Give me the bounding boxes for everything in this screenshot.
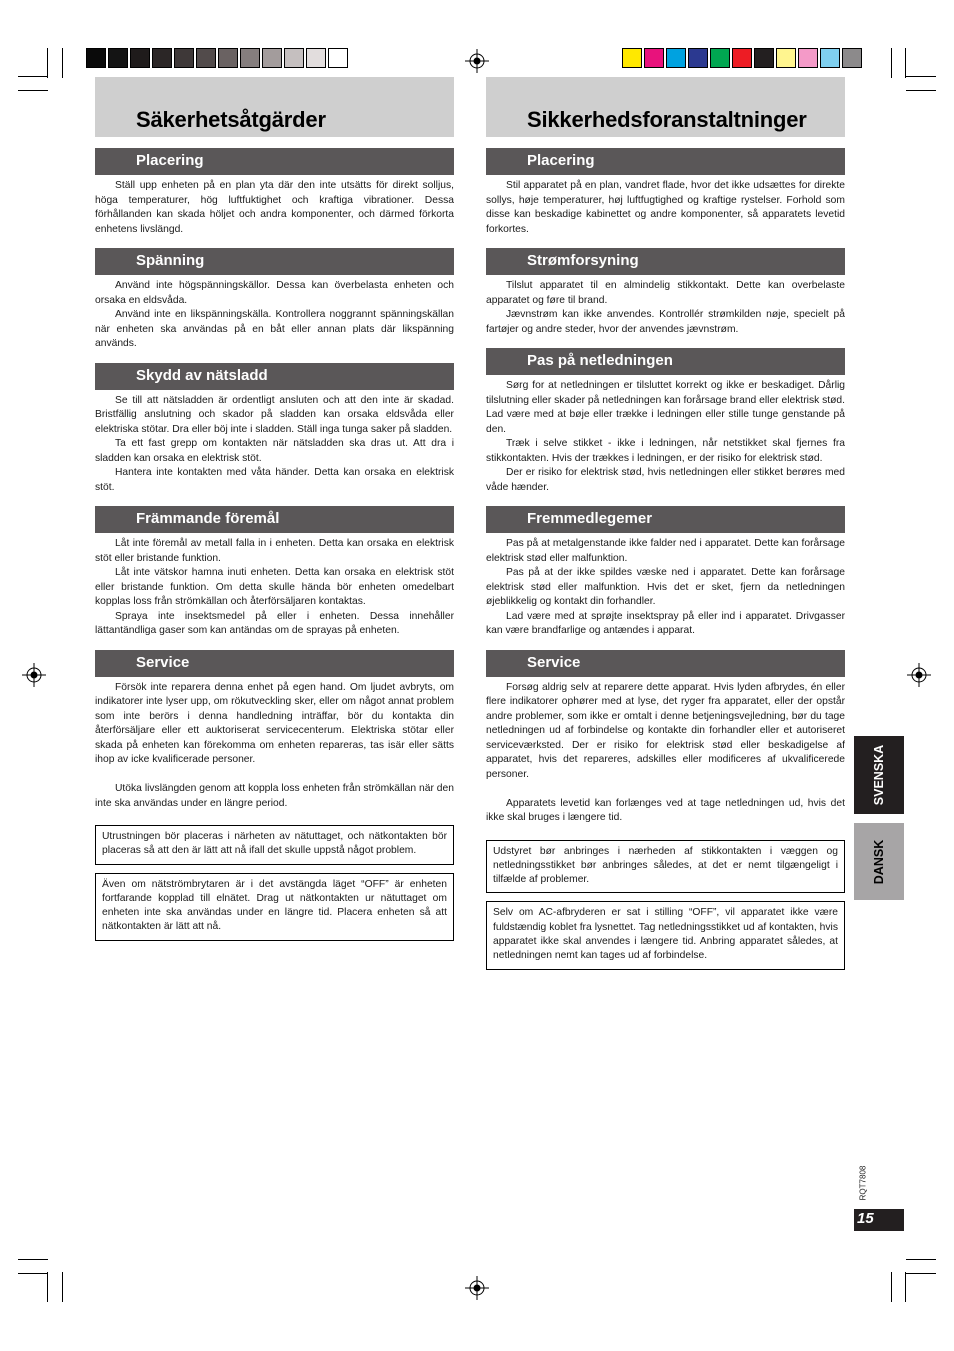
section-heading: Pas på netledningen	[527, 352, 673, 369]
color-swatch	[644, 48, 664, 68]
color-swatch	[196, 48, 216, 68]
paragraph: Jævnstrøm kan ikke anvendes. Kontrollér strømkilden nøje, specielt på fartøjer og andre steder, hvor der anvendes jævnstrøm.	[486, 309, 845, 335]
color-swatch	[284, 48, 304, 68]
process-color-bar	[622, 48, 864, 68]
section	[95, 363, 454, 496]
language-tab-label: SVENSKA	[872, 744, 886, 806]
paragraph: Træk i selve stikket - ikke i ledningen, når netstikket skal fjernes fra stikkontakten. Hvis der trækkes i ledningen, er der risiko for elektrisk stød.	[486, 438, 845, 464]
swedish-sections	[95, 148, 454, 811]
paragraph: Pas på at der ikke spildes væske ned i apparatet. Dette kan forårsage elektrisk stød eller malfunktion. Hvis det er sket, fjern da netledningen øjeblikkelig og kontakt din forhandler.	[486, 567, 845, 607]
color-swatch	[130, 48, 150, 68]
note-box: Även om nätströmbrytaren är i det avstängda läget “OFF” är enheten fortfarande kopplad till elnätet. Drag ut nätkontakten ur nätuttaget om enheten inte ska användas under en längre tid. Placera enheten så att nätkontakten är lätt att nå.	[95, 873, 454, 941]
section-body	[486, 279, 845, 337]
section-body	[486, 537, 845, 639]
section-heading: Spänning	[136, 252, 205, 269]
section	[95, 148, 454, 237]
danish-column	[486, 77, 845, 970]
page-title: Sikkerhedsforanstaltninger	[527, 107, 807, 132]
color-swatch	[688, 48, 708, 68]
paragraph: Stil apparatet på en plan, vandret flade, hvor det ikke udsættes for direkte sollys, høje temperaturer, høj luftfugtighed og kraftige rystelser. Forhold som disse kan beskadige kabinettet og andre komponenter, så apparatets levetid forkortes.	[486, 180, 845, 235]
language-tab-dansk	[854, 823, 904, 900]
swedish-column	[95, 77, 454, 941]
document-code	[853, 1163, 873, 1203]
color-swatch	[174, 48, 194, 68]
paragraph: Se till att nätsladden är ordentligt ansluten och att den inte är skadad. Bristfällig anslutning och skador på sladden kan orsaka eldsvåda eller elektriska stötar. Dra eller böj inte i sladden. Ställ inga tunga saker på sladden.	[95, 394, 454, 435]
section-body	[95, 279, 454, 352]
section-body	[95, 537, 454, 639]
page-title: Säkerhetsåtgärder	[136, 107, 326, 132]
paragraph: Lad være med at sprøjte insektspray på eller ind i apparatet. Drivgasser kan være brandfarlige og antændes i apparat.	[486, 610, 845, 636]
section-header	[486, 650, 845, 677]
section-heading: Strømforsyning	[527, 252, 639, 269]
page-number: 15	[857, 1210, 874, 1227]
color-swatch	[108, 48, 128, 68]
section-header	[95, 363, 454, 390]
color-swatch	[328, 48, 348, 68]
color-swatch	[776, 48, 796, 68]
section-body	[95, 179, 454, 237]
color-swatch	[798, 48, 818, 68]
section-heading: Service	[527, 653, 581, 671]
page-number-box	[854, 1209, 904, 1231]
registration-mark-right	[907, 663, 931, 687]
color-swatch	[754, 48, 774, 68]
note-box: Selv om AC-afbryderen er sat i stilling “OFF”, vil apparatet ikke være fuldstændig koblet fra lysnettet. Tag netledningsstikket ud af kontakten, hvis apparatet ikke skal anvendes i længere tid. Anbring apparatet således, at netledningen nemt kan tages ud af forbindelse.	[486, 901, 845, 969]
section	[486, 148, 845, 237]
section-header	[486, 248, 845, 275]
color-swatch	[218, 48, 238, 68]
paragraph: Låt inte vätskor hamna inuti enheten. Detta kan orsaka en elektrisk stöt eller bristande funktion. Om detta skulle hända bör enheten omedelbart kopplas loss från strömkällan och återförsäljaren kontaktas.	[95, 567, 454, 607]
section	[95, 506, 454, 639]
paragraph: Pas på at metalgenstande ikke falder ned i apparatet. Dette kan forårsage elektrisk stød eller malfunktion.	[486, 538, 845, 564]
note-box: Utrustningen bör placeras i närheten av nätuttaget, och nätkontakten bör placeras så att den är lätt att nå ifall det skulle uppstå något problem.	[95, 825, 454, 865]
section-heading: Service	[136, 653, 190, 671]
paragraph: Der er risiko for elektrisk stød, hvis netledningen eller stikket berøres med våde hænder.	[486, 467, 845, 493]
color-swatch	[842, 48, 862, 68]
section-heading: Placering	[136, 152, 204, 169]
section-header	[95, 650, 454, 677]
color-swatch	[710, 48, 730, 68]
paragraph: Använd inte högspänningskällor. Dessa kan överbelasta enheten och orsaka en eldsvåda.	[95, 280, 454, 306]
section-body	[95, 394, 454, 496]
swedish-title-box	[95, 77, 454, 137]
grayscale-color-bar	[86, 48, 350, 68]
color-swatch	[240, 48, 260, 68]
section-heading: Placering	[527, 152, 595, 169]
paragraph: Låt inte föremål av metall falla in i enheten. Detta kan orsaka en elektrisk stöt eller bristande funktion.	[95, 538, 454, 564]
danish-notes	[486, 840, 845, 970]
paragraph: Tilslut apparatet til en almindelig stikkontakt. Dette kan overbelaste apparatet og føre til brand.	[486, 280, 845, 306]
document-code-text: RQT7808	[858, 1165, 868, 1201]
paragraph: Hantera inte kontakten med våta händer. Detta kan orsaka en elektrisk stöt.	[95, 467, 454, 493]
paragraph: Apparatets levetid kan forlænges ved at tage netledningen ud, hvis det ikke skal bruges i længere tid.	[486, 797, 845, 823]
color-swatch	[666, 48, 686, 68]
section-header	[95, 506, 454, 533]
color-swatch	[152, 48, 172, 68]
color-swatch	[732, 48, 752, 68]
color-swatch	[622, 48, 642, 68]
color-swatch	[262, 48, 282, 68]
registration-mark-bottom	[465, 1276, 489, 1300]
danish-sections	[486, 148, 845, 826]
language-tab-label: DANSK	[872, 839, 886, 884]
section-body	[486, 179, 845, 237]
section-header	[95, 248, 454, 275]
paragraph: Utöka livslängden genom att koppla loss enheten från strömkällan när den inte ska användas under en längre period.	[95, 783, 454, 809]
section-header	[486, 148, 845, 175]
paragraph: Spraya inte insektsmedel på eller i enheten. Dessa innehåller lättantändliga gaser som kan antändas om de sprayas på enheten.	[95, 610, 454, 636]
section	[95, 248, 454, 352]
section	[486, 506, 845, 639]
section	[486, 348, 845, 495]
section-heading: Fremmedlegemer	[527, 510, 653, 527]
registration-mark-top	[465, 49, 489, 73]
paragraph: Försök inte reparera denna enhet på egen hand. Om ljudet avbryts, om indikatorer inte lyser upp, om rökutveckling sker, eller om något annat problem som inte berörs i denna handledning inträffar, bör du kontakta din återförsäljare eller ett auktoriserat servicecenterum. Elektriska stötar eller skada på enheten kan förekomma om enheten repareras, tas isär eller sätts ihop av icke kvalificerade personer.	[95, 681, 454, 765]
section-body	[486, 379, 845, 495]
danish-title-box	[486, 77, 845, 137]
section-body	[486, 681, 845, 826]
paragraph: Ta ett fast grepp om kontakten när nätsladden ska dras ut. Att dra i sladden kan orsaka en elektrisk stöt.	[95, 438, 454, 464]
section	[95, 650, 454, 812]
section	[486, 248, 845, 337]
registration-mark-left	[22, 663, 46, 687]
swedish-notes	[95, 825, 454, 941]
paragraph: Forsøg aldrig selv at reparere dette apparat. Hvis lyden afbrydes, én eller flere indikatorer ophører med at lyse, det ryger fra apparatet, eller der opstår andre problemer, som ikke er omtalt i denne betjeningsvejledning, bør du tage netledningen ud af forbindelse og kontakte din forhandler eller et autoriseret serviceværksted. Der er risiko for elektrisk stød eller beskadigelse af apparatet, hvis det repareres, adskilles eller modificeres af ukvalificerede personer.	[486, 681, 845, 780]
note-box: Udstyret bør anbringes i nærheden af stikkontakten i væggen og netledningsstikket bør anbringes således, at det er nemt tilgængeligt i tilfælde af problemer.	[486, 840, 845, 894]
color-swatch	[86, 48, 106, 68]
section-heading: Skydd av nätsladd	[136, 366, 268, 384]
paragraph: Ställ upp enheten på en plan yta där den inte utsätts för direkt solljus, höga temperaturer, hög luftfuktighet och kraftiga vibrationer. Dessa förhållanden kan skada höljet och andra komponenter, och därmed förkorta enhetens livslängd.	[95, 180, 454, 235]
section	[486, 650, 845, 826]
language-tab-svenska	[854, 736, 904, 814]
section-header	[486, 348, 845, 375]
paragraph: Sørg for at netledningen er tilsluttet korrekt og ikke er beskadiget. Dårlig tilslutning eller skader på netledningen kan forårsage brand eller elektrisk stød. Lad være med at bøje eller trække i ledningen eller stille tunge genstande på den.	[486, 380, 845, 435]
section-body	[95, 681, 454, 812]
section-header	[95, 148, 454, 175]
color-swatch	[820, 48, 840, 68]
section-header	[486, 506, 845, 533]
color-swatch	[306, 48, 326, 68]
section-heading: Främmande föremål	[136, 510, 280, 527]
paragraph: Använd inte en likspänningskälla. Kontrollera noggrannt spänningskällan när enheten ska användas på en båt eller annan plats där likspänning används.	[95, 309, 454, 349]
